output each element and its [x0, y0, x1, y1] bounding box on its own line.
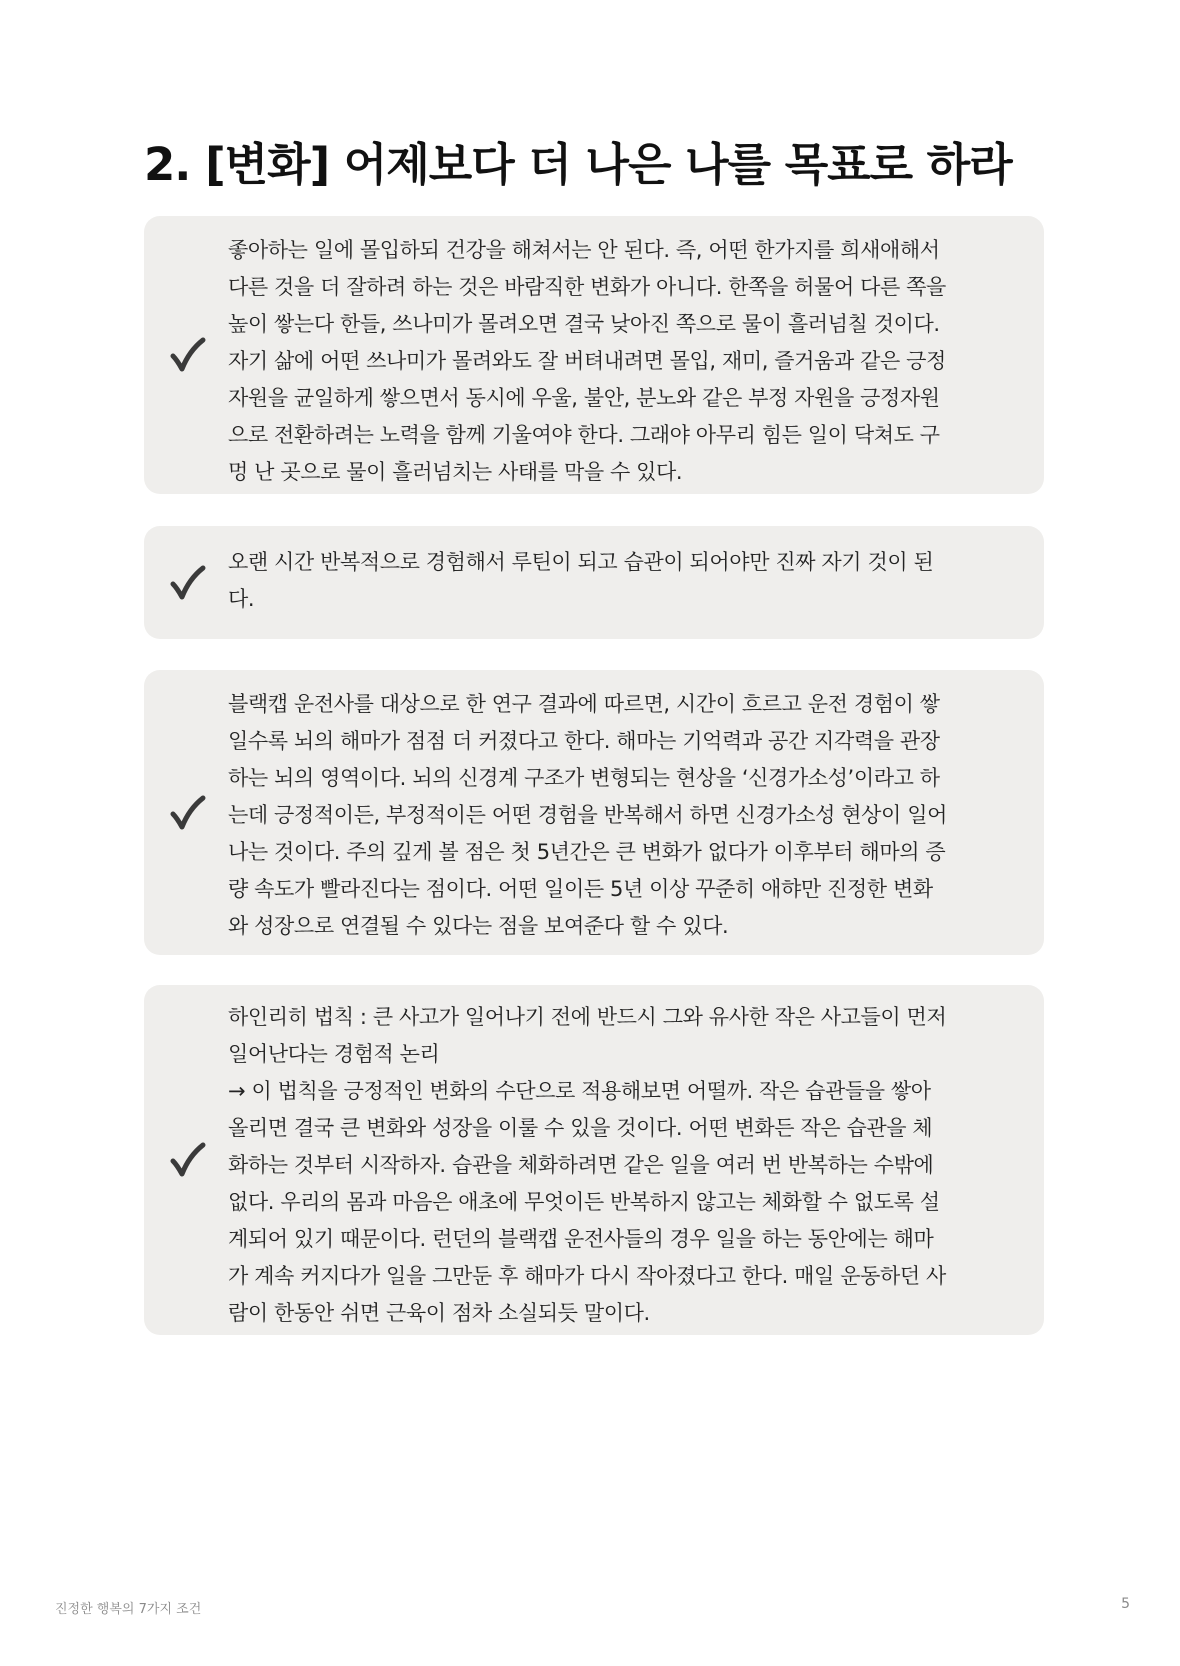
card-text: 오랜 시간 반복적으로 경험해서 루틴이 되고 습관이 되어야만 진짜 자기 것이 된 다.	[228, 550, 934, 611]
note-card-4	[144, 985, 1044, 1335]
note-card-2	[144, 526, 1044, 639]
card-text: 하인리히 법칙 : 큰 사고가 일어나기 전에 반드시 그와 유사한 작은 사고들이 먼저 일어난다는 경험적 논리 → 이 법칙을 긍정적인 변화의 수단으로 적용해보면 어떨까. 작은 습관들을 쌓아 올리면 결국 큰 변화와 성장을 이룰 수 있을 것이다. 어떤 변화든 작은 습관을 체 화하는 것부터 시작하자. 습관을 체화하려면 같은 일을 여러 번 반복하는 수밖에 없다. 우리의 몸과 마음은 애초에 무엇이든 반복하지 않고는 체화할 수 없도록 설 계되어 있기 때문이다. 런던의 블랙캡 운전사들의 경우 일을 하는 동안에는 해마 가 계속 커지다가 일을 그만둔 후 해마가 다시 작아졌다고 한다. 매일 운동하던 사 람이 한동안 쉬면 근육이 점차 소실되듯 말이다.	[228, 1005, 947, 1325]
page-number: 5	[1121, 1596, 1130, 1612]
note-card-3	[144, 670, 1044, 955]
card-text: 블랙캡 운전사를 대상으로 한 연구 결과에 따르면, 시간이 흐르고 운전 경험이 쌓 일수록 뇌의 해마가 점점 더 커졌다고 한다. 해마는 기억력과 공간 지각력을 관장 하는 뇌의 영역이다. 뇌의 신경계 구조가 변형되는 현상을 ‘신경가소성’이라고 하 는데 긍정적이든, 부정적이든 어떤 경험을 반복해서 하면 신경가소성 현상이 일어 나는 것이다. 주의 깊게 볼 점은 첫 5년간은 큰 변화가 없다가 이후부터 해마의 증 량 속도가 빨라진다는 점이다. 어떤 일이든 5년 이상 꾸준히 애햐만 진정한 변화 와 성장으로 연결될 수 있다는 점을 보여준다 할 수 있다.	[228, 692, 947, 938]
checkmark-icon	[168, 335, 208, 375]
card-text: 좋아하는 일에 몰입하되 건강을 해쳐서는 안 된다. 즉, 어떤 한가지를 희새애해서 다른 것을 더 잘하려 하는 것은 바람직한 변화가 아니다. 한쪽을 허물어 다른 쪽을 높이 쌓는다 한들, 쓰나미가 몰려오면 결국 낮아진 쪽으로 물이 흘러넘칠 것이다. 자기 삶에 어떤 쓰나미가 몰려와도 잘 버텨내려면 몰입, 재미, 즐거움과 같은 긍정 자원을 균일하게 쌓으면서 동시에 우울, 불안, 분노와 같은 부정 자원을 긍정자원 으로 전환하려는 노력을 함께 기울여야 한다. 그래야 아무리 힘든 일이 닥쳐도 구 멍 난 곳으로 물이 흘러넘치는 사태를 막을 수 있다.	[228, 238, 946, 484]
checkmark-icon	[168, 1140, 208, 1180]
footer-book-title: 진정한 행복의 7가지 조건	[55, 1602, 202, 1617]
checkmark-icon	[168, 563, 208, 603]
checkmark-icon	[168, 793, 208, 833]
note-card-1	[144, 216, 1044, 494]
page-title: 2. [변화] 어제보다 더 나은 나를 목표로 하라	[144, 138, 1012, 191]
